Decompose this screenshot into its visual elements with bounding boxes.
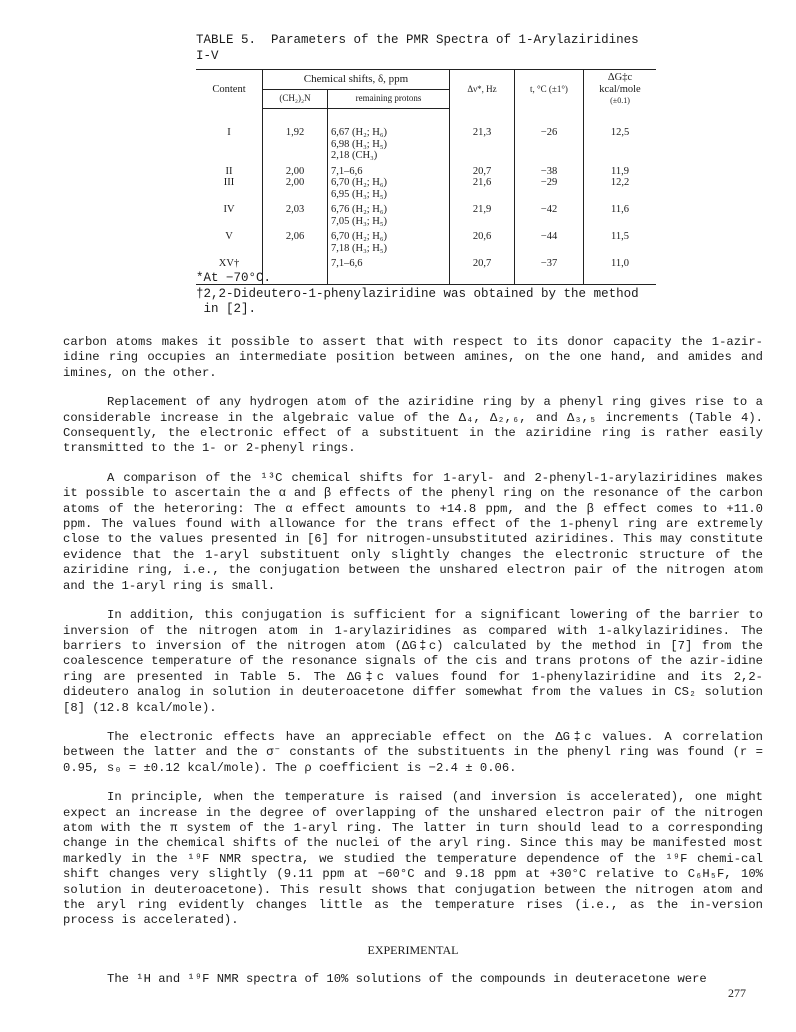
paragraph: In addition, this conjugation is sufficient for a significant lowering of the barrier to inversion of the nitrogen atom in 1-arylaziridines as compared with 1-alkylaziridines. The barriers to inversion of the nitrogen atom (ΔG‡c) calculated by the method in [7] from the coalescence temperature of the resonance signals of the cis and trans protons of the azir-idine ring are presented in Table 5. The ΔG‡c values found for 1-phenylaziridine and its 2,2-dideutero analog in solution in deuteroacetone differ somewhat from the values in CS₂ solution [8] (12.8 kcal/mole). [63,608,763,715]
cell-delta-nu: 21,3 [450,109,515,162]
table-row [196,162,656,201]
cell-temperature: −37 [515,254,584,284]
cell-free-energy: 11,5 [584,227,657,254]
paragraph: The electronic effects have an appreciable effect on the ΔG‡c values. A correlation between the latter and the σ⁻ constants of the substituents in the phenyl ring was found (r = 0.95, s₀ = ±0.12 kcal/mole). The ρ coefficient is −2.4 ± 0.06. [63,729,763,775]
header-free-energy-label: ΔG‡c kcal/mole [599,72,641,95]
cell-remaining: 6,70 (H₂; H₆) 7,18 (H₃; H₅) [328,227,450,254]
cell-temperature: −42 [515,200,584,227]
paragraph: The ¹H and ¹⁹F NMR spectra of 10% solutions of the compounds in deuteracetone were [107,972,707,987]
cell-free-energy: 11,0 [584,254,657,284]
cell-free-energy: 11,9 12,2 [584,162,657,201]
paragraph: Replacement of any hydrogen atom of the aziridine ring by a phenyl ring gives rise to a considerable increase in the algebraic value of the Δ₄, Δ₂,₆, and Δ₃,₅ increments (Table 4). Consequently, the electronic effect of a substituent in the aziridine ring is rather easily transmitted to the 1- or 2-phenyl rings. [63,395,763,456]
table-row [196,200,656,227]
cell-delta-nu: 20,7 21,6 [450,162,515,201]
cell-free-energy: 11,6 [584,200,657,227]
cell-ch2n: 2,06 [263,227,328,254]
header-content: Content [196,70,263,109]
header-temperature: t, °C (±1°) [515,70,584,109]
cell-content: I [227,126,231,138]
cell-content: II III [223,165,235,188]
header-remaining-protons: remaining protons [328,89,450,109]
cell-ch2n: 2,03 [263,200,328,227]
table-row [196,227,656,254]
footnote-dagger: †2,2-Dideutero-1-phenylaziridine was obtained by the method in [2]. [196,286,639,316]
body-text [63,335,763,1002]
header-free-energy-error: (±0.1) [610,96,630,105]
cell-temperature: −44 [515,227,584,254]
cell-temperature: −38 −29 [515,162,584,201]
cell-remaining: 7,1–6,6 [328,254,450,284]
paragraph: In principle, when the temperature is raised (and inversion is accelerated), one might expect an increase in the degree of overlapping of the unshared electron pair of the nitrogen atom with the π system of the 1-aryl ring. The latter in turn should lead to a corresponding change in the chemical shifts of the nuclei of the aryl ring. Since this may be manifested most markedly in the ¹⁹F NMR spectra, we studied the temperature dependence of the ¹⁹F chemi-cal shift changes very slightly (9.11 ppm at −60°C and 9.18 ppm at +30°C relative to C₆H₅F, 10% solution in deuteroacetone). This result shows that conjugation between the nitrogen atom and the aryl ring evidently changes little as the temperature rises (i.e., as the in-version process is accelerated). [63,790,763,928]
cell-content: XV† [196,254,263,284]
paragraph: A comparison of the ¹³C chemical shifts for 1-aryl- and 2-phenyl-1-arylaziridines makes it possible to ascertain the α and β effects of the phenyl ring on the resonance of the carbon atoms of the heteroring: The α effect amounts to +14.8 ppm, and the β effect comes to +11.0 ppm. The values found with allowance for the trans effect of the 1-phenyl ring are extremely close to the values presented in [6] for nitrogen-unsubstituted aziridines. This may constitute evidence that the 1-aryl substituent only slightly changes the electronic structure of the aziridine ring, i.e., the conjugation between the unshared electron pair of the nitrogen atom and the 1-aryl ring is small. [63,470,763,593]
cell-ch2n: 1,92 [263,109,328,162]
cell-delta-nu: 20,6 [450,227,515,254]
table-row [196,109,656,162]
page-number: 277 [728,986,746,1000]
section-heading: EXPERIMENTAL [367,942,459,957]
cell-remaining: 7,1–6,6 6,70 (H₂; H₆) 6,95 (H₃; H₅) [328,162,450,201]
paragraph: carbon atoms makes it possible to assert that with respect to its donor capacity the 1-azir-idine ring occupies an intermediate position between amines, on the one hand, and amides and imines, on the other. [63,335,763,380]
cell-ch2n: 2,00 2,00 [263,162,328,201]
header-ch2n: (CH₂)₂N [263,89,328,109]
header-free-energy [584,70,657,109]
cell-remaining: 6,76 (H₂; H₆) 7,05 (H₃; H₅) [328,200,450,227]
cell-content: IV [223,204,235,215]
cell-delta-nu: 21,9 [450,200,515,227]
table-footnotes [196,271,676,318]
header-chemical-shifts: Chemical shifts, δ, ppm [263,70,450,90]
table-caption: TABLE 5. Parameters of the PMR Spectra of 1-Arylaziridines I-V [196,33,639,63]
cell-delta-nu: 20,7 [450,254,515,284]
cell-temperature: −26 [515,109,584,162]
cell-remaining: 6,67 (H₂; H₆) 6,98 (H₃; H₅) 2,18 (CH₃) [328,109,450,162]
footnote-asterisk: *At −70°C. [196,271,272,285]
cell-content: V [225,231,233,242]
header-delta-nu: Δν*, Hz [450,70,515,109]
cell-free-energy: 12,5 [584,109,657,162]
pmr-parameters-table [196,69,656,285]
